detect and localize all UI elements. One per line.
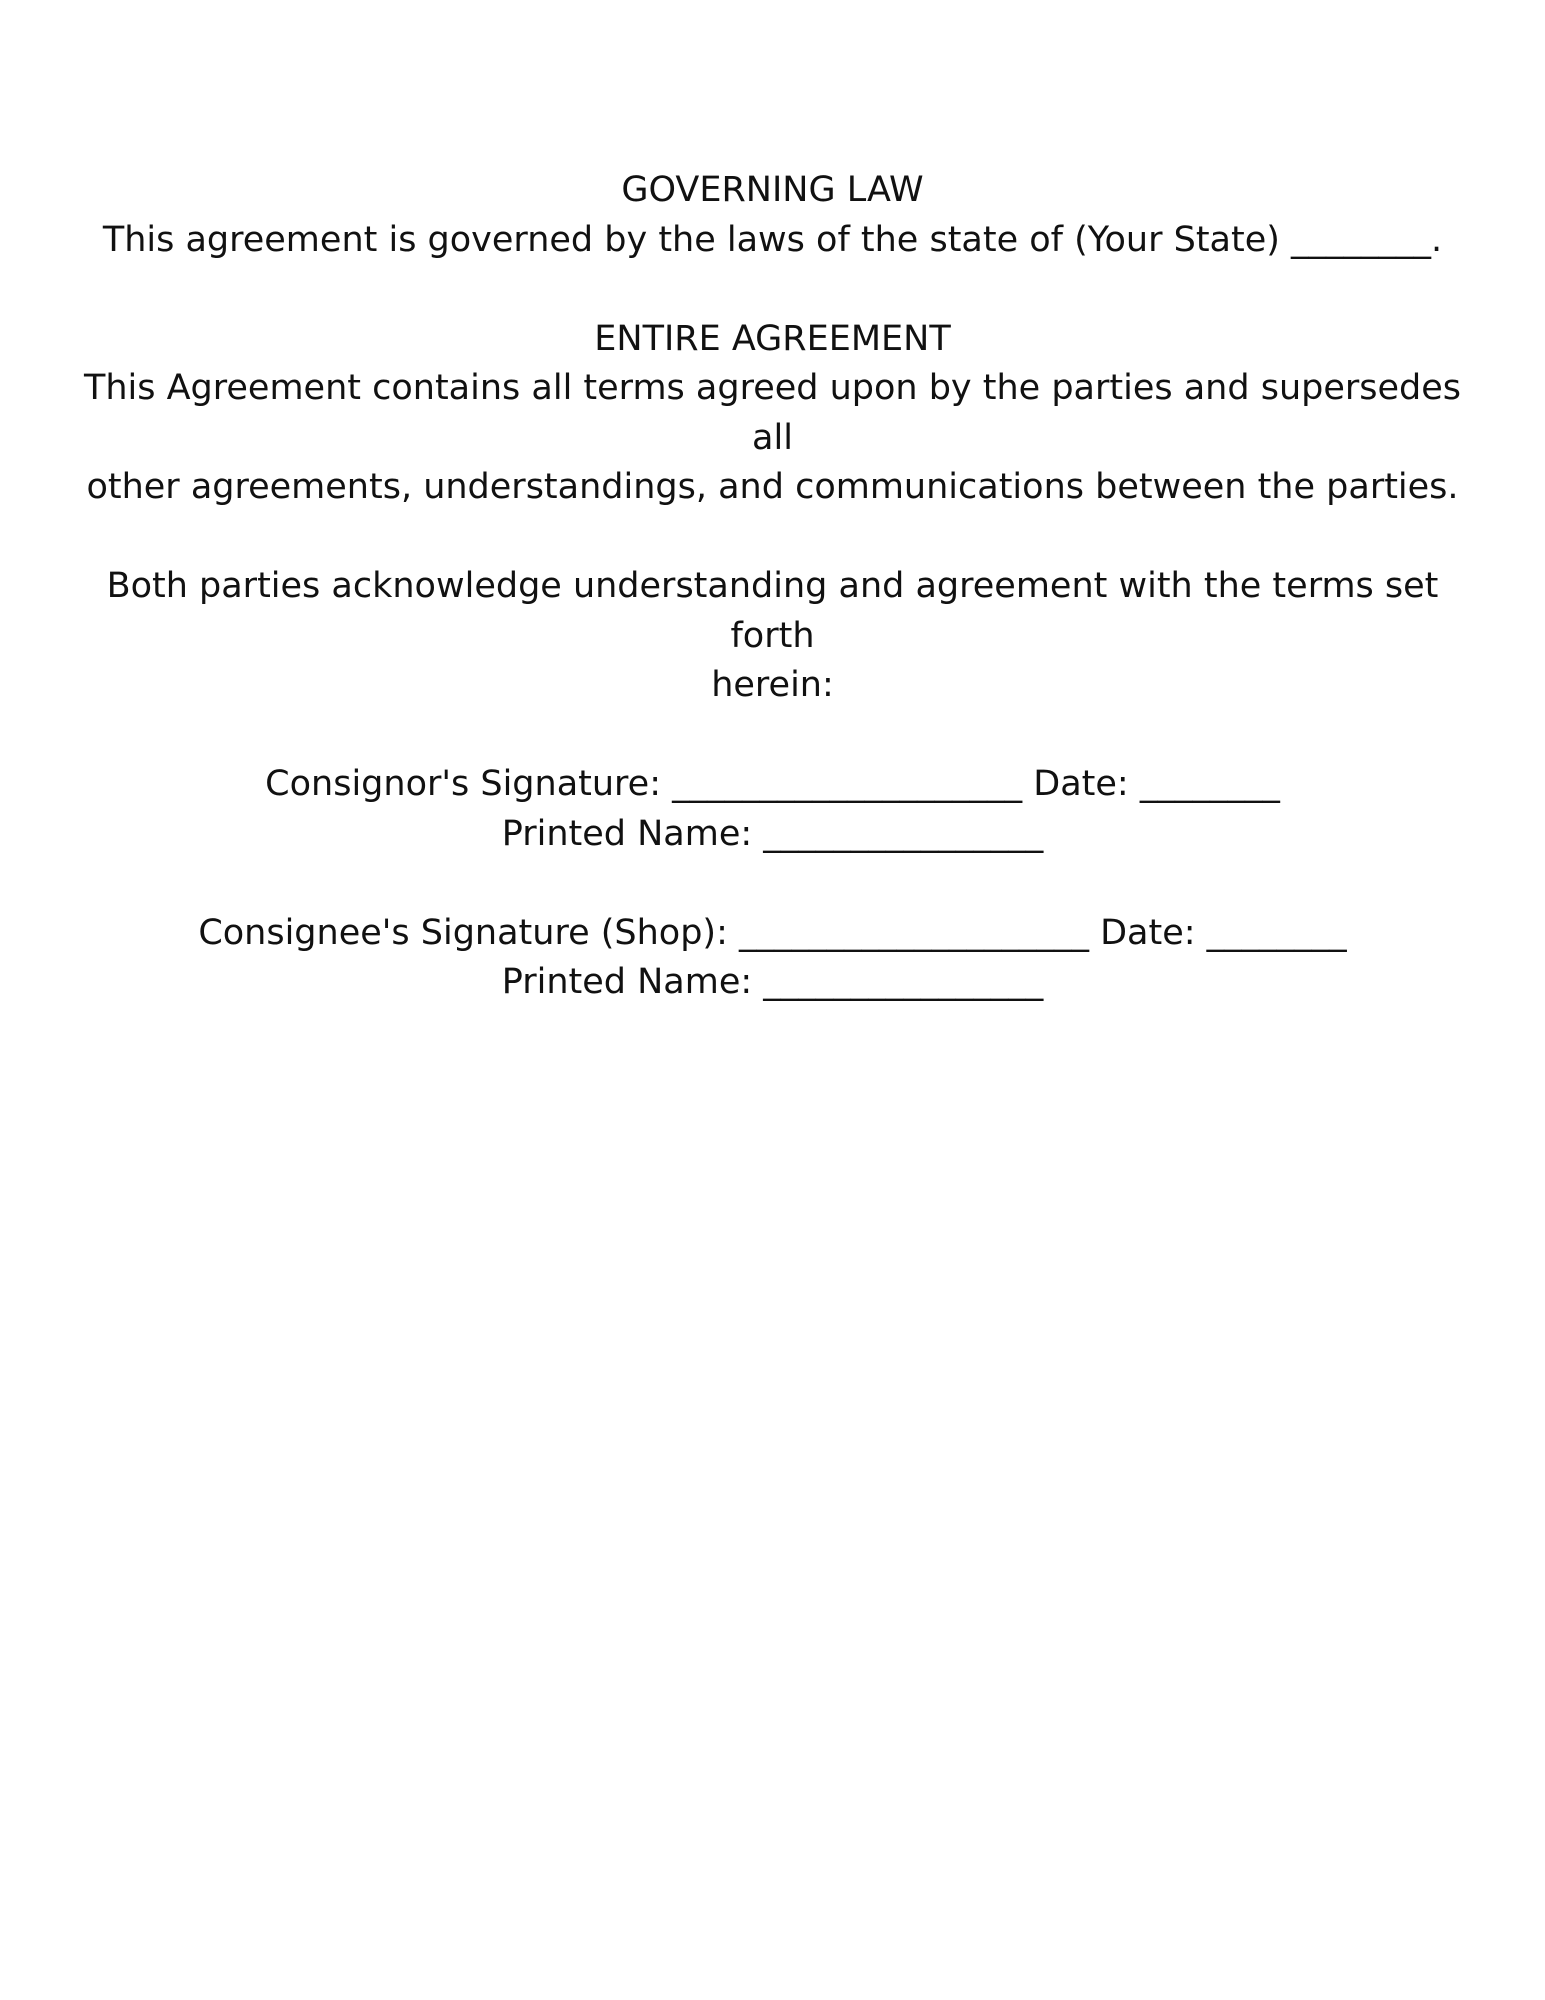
section-spacer bbox=[60, 513, 1485, 563]
entire-agreement-text-line-2: other agreements, understandings, and communications between the parties. bbox=[86, 467, 1459, 507]
governing-law-text: This agreement is governed by the laws of the state of (Your State) ________. bbox=[102, 219, 1443, 260]
section-spacer bbox=[60, 265, 1485, 315]
acknowledgement-line-1: Both parties acknowledge understanding and agreement with the terms set forth bbox=[106, 566, 1439, 656]
entire-agreement-text-line-1: This Agreement contains all terms agreed upon by the parties and supersedes all bbox=[83, 368, 1462, 458]
document-body bbox=[60, 166, 1485, 1008]
entire-agreement-heading: ENTIRE AGREEMENT bbox=[594, 318, 951, 359]
consignee-signature-line: Consignee's Signature (Shop): ____________________ Date: ________ bbox=[198, 912, 1347, 953]
consignee-printed-name-line: Printed Name: ________________ bbox=[501, 962, 1044, 1002]
consignor-signature-line: Consignor's Signature: ____________________ Date: ________ bbox=[265, 764, 1280, 804]
consignor-printed-name-line: Printed Name: ________________ bbox=[501, 813, 1044, 854]
governing-law-heading: GOVERNING LAW bbox=[621, 170, 924, 210]
acknowledgement-line-2: herein: bbox=[711, 665, 834, 705]
section-spacer bbox=[60, 711, 1485, 761]
section-spacer bbox=[60, 859, 1485, 909]
